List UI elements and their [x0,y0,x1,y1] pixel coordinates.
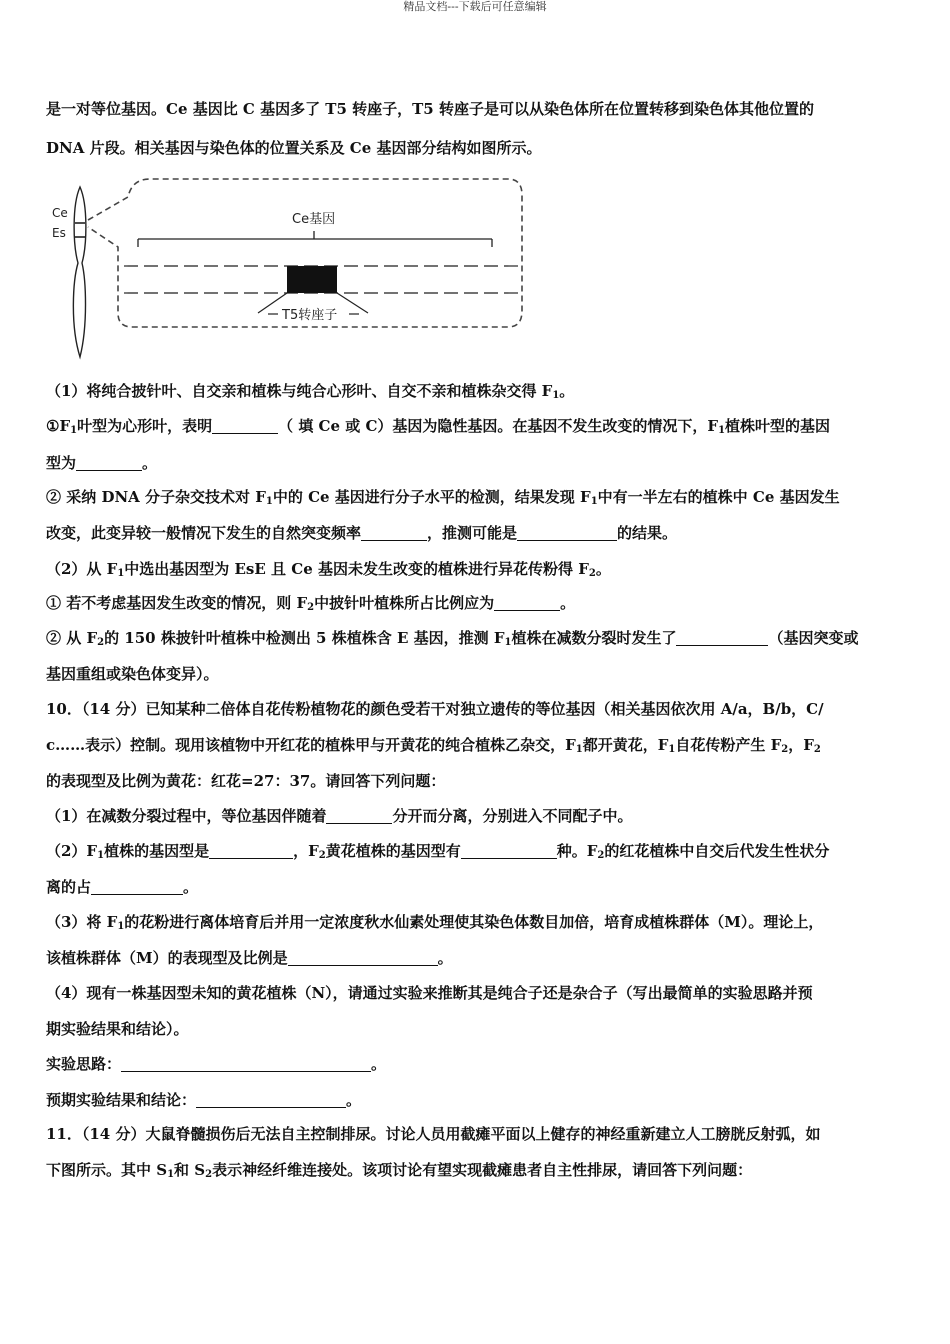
answer-blank[interactable] [461,843,557,859]
text-line: （4）现有一株基因型未知的黄花植株（N），请通过实验来推断其是纯合子还是杂合子（写出最简单的实验思路并预 [46,984,813,1002]
text-line: 下图所示。其中 $S_1$和 $S_2$表示神经纤维连接处。该项讨论有望实现截瘫患者自主性排尿，请回答下列问题： [46,1161,753,1180]
text-line: 11．（14 分）大鼠脊髓损伤后无法自主控制排尿。讨论人员用截瘫平面以上健存的神经重新建立人工膀胱反射弧，如 [46,1125,821,1143]
text-line: ② 采纳 DNA 分子杂交技术对 $F_1$中的 Ce 基因进行分子水平的检测，结果发现 $F_1$中有一半左右的植株中 Ce 基因发生 [46,488,840,507]
text-line: $①F_1$叶型为心形叶，表明 （ 填 Ce 或 C）基因为隐性基因。在基因不发生改变的情况下，$F_1$植株叶型的基因 [46,417,831,436]
transposon-block [287,266,337,293]
ce-label: Ce [52,206,68,220]
text-line: 期实验结果和结论）。 [46,1020,189,1038]
answer-blank[interactable] [209,843,293,859]
gene-label: Ce基因 [292,212,336,227]
text-line: $(2)F_1$植株的基因型是 ，$F_2$黄花植株的基因型有 种。$F_2$的红花植株中自交后代发生性状分 [46,842,830,861]
text-line: 实验思路： 。 [46,1055,387,1073]
text-line: 离的占 。 [46,878,199,896]
chromosome-diagram [46,175,536,365]
page-header: 精品文档---下载后可任意编辑 [403,0,547,13]
text-line: （1）在减数分裂过程中，等位基因伴随着 分开而分离，分别进入不同配子中。 [46,807,633,825]
text-line: 的表现型及比例为黄花：红花=27：37。请回答下列问题： [46,772,446,790]
text-line: ① 若不考虑基因发生改变的情况，则 $F_2$中披针叶植株所占比例应为 。 [46,594,576,613]
answer-blank[interactable] [361,525,427,541]
text-line: （3）将 $F_1$的花粉进行离体培育后并用一定浓度秋水仙素处理使其染色体数目加倍，培育成植株群体（M）。理论上， [46,913,824,932]
transposon-label: T5转座子 [282,308,338,323]
text-line: c……表示）控制。现用该植物中开红花的植株甲与开黄花的纯合植株乙杂交，$F_1$都开黄花，$F_1$自花传粉产生 $F_2$，$F_2$ [46,736,821,755]
text-line: （1）将纯合披针叶、自交亲和植株与纯合心形叶、自交不亲和植株杂交得 $F_1$。 [46,382,575,401]
text-line: 该植株群体（M）的表现型及比例是 。 [46,949,453,967]
es-label: Es [52,226,66,240]
answer-blank[interactable] [91,879,183,895]
text-line: 是一对等位基因。Ce 基因比 C 基因多了 T5 转座子，T5 转座子是可以从染色体所在位置转移到染色体其他位置的 [46,100,814,118]
text-line: 改变，此变异较一般情况下发生的自然突变频率 ，推测可能是 的结果。 [46,524,678,542]
text-line: 预期实验结果和结论： 。 [46,1091,362,1109]
answer-blank[interactable] [196,1092,346,1108]
answer-blank[interactable] [494,595,560,611]
text-line: DNA 片段。相关基因与染色体的位置关系及 Ce 基因部分结构如图所示。 [46,139,542,157]
text-line: （2）从 $F_1$中选出基因型为 EsE 且 Ce 基因未发生改变的植株进行异花传粉得 $F_2$。 [46,560,611,579]
answer-blank[interactable] [326,808,392,824]
answer-blank[interactable] [76,455,142,471]
answer-blank[interactable] [288,950,438,966]
answer-blank[interactable] [121,1056,371,1072]
answer-blank[interactable] [212,418,278,434]
answer-blank[interactable] [676,630,768,646]
text-line: 型为 。 [46,454,158,472]
text-line: ② 从 $F_2$的 150 株披针叶植株中检测出 5 株植株含 E 基因，推测 $F_1$植株在减数分裂时发生了 （基因突变或 [46,629,859,648]
text-line: 10．（14 分）已知某种二倍体自花传粉植物花的颜色受若干对独立遗传的等位基因（相关基因依次用 A/a，B/b，C/ [46,700,824,718]
text-line: 基因重组或染色体变异）。 [46,665,219,683]
answer-blank[interactable] [517,525,617,541]
